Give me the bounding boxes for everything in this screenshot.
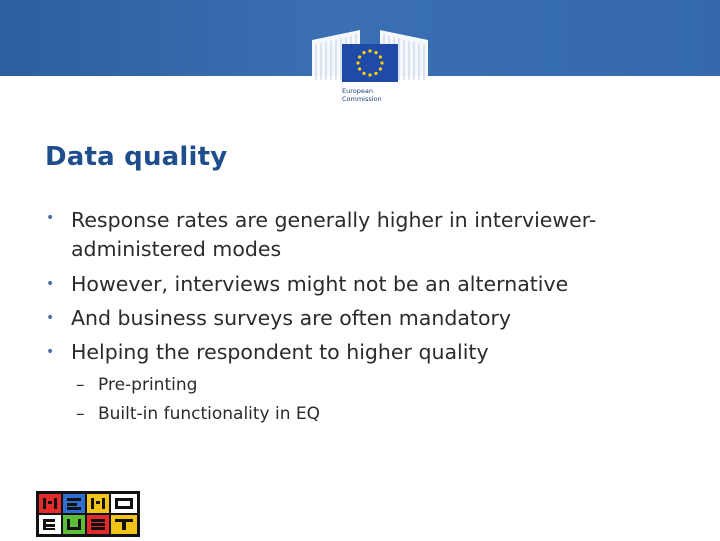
ec-building-icon bbox=[308, 16, 432, 106]
bullet-dot-icon: • bbox=[46, 344, 55, 360]
dash-icon: – bbox=[76, 404, 85, 424]
bullet-text: However, interviews might not be an alternative bbox=[71, 272, 569, 296]
bullet-item bbox=[46, 335, 686, 369]
european-commission-logo bbox=[308, 16, 432, 106]
sub-bullet-item bbox=[76, 400, 320, 429]
bullet-dot-icon: • bbox=[46, 210, 55, 226]
memobust-logo-icon bbox=[36, 491, 140, 537]
bullet-dot-icon: • bbox=[46, 276, 55, 292]
bullet-item bbox=[46, 267, 686, 301]
bullet-text: Response rates are generally higher in interviewer-administered modes bbox=[71, 208, 597, 261]
sub-bullet-item bbox=[76, 371, 320, 400]
logo-text-line1: European bbox=[342, 87, 373, 95]
bullet-text: And business surveys are often mandatory bbox=[71, 306, 512, 330]
sub-bullet-list bbox=[76, 371, 320, 429]
logo-text-line2: Commission bbox=[342, 95, 382, 103]
bullet-text: Helping the respondent to higher quality bbox=[71, 340, 489, 364]
dash-icon: – bbox=[76, 375, 85, 395]
bullet-dot-icon: • bbox=[46, 310, 55, 326]
slide-title: Data quality bbox=[45, 142, 228, 172]
sub-bullet-text: Built-in functionality in EQ bbox=[98, 404, 321, 424]
bullet-item bbox=[46, 204, 686, 267]
bullet-item bbox=[46, 301, 686, 335]
bullet-list bbox=[46, 204, 686, 369]
sub-bullet-text: Pre-printing bbox=[98, 375, 198, 395]
